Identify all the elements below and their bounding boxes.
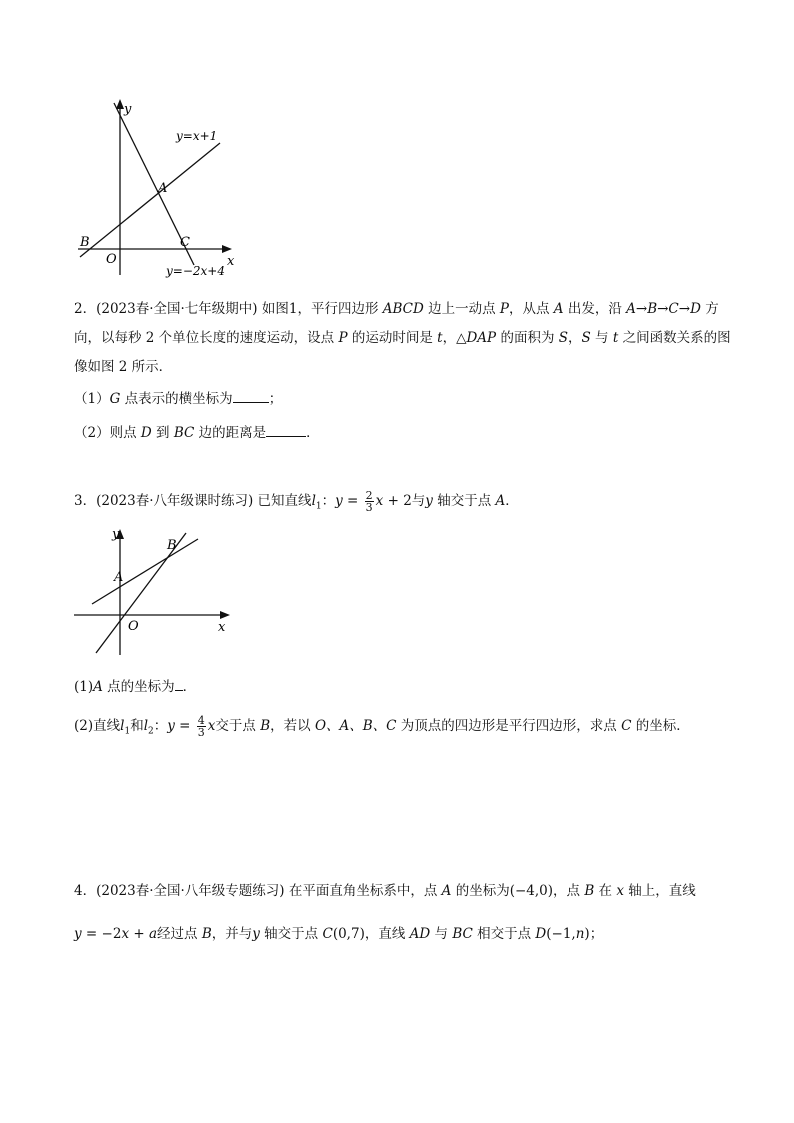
q4-var: BC bbox=[452, 926, 473, 942]
q4-var: A bbox=[441, 883, 452, 899]
q2-var: S bbox=[558, 330, 568, 346]
q3-sub: 2 bbox=[148, 726, 154, 737]
x-axis-arrow bbox=[222, 245, 232, 253]
label-origin: O bbox=[128, 619, 139, 634]
label-x-axis: x bbox=[218, 620, 226, 635]
q4-var: x bbox=[616, 883, 624, 899]
q3-sub: 1 bbox=[315, 501, 322, 512]
q3-var: C bbox=[621, 718, 632, 734]
q2-text: 像如图 2 所示． bbox=[74, 359, 173, 375]
q2-var: DAP bbox=[466, 330, 497, 346]
q3-var: x bbox=[375, 493, 384, 509]
q2-text: （2）则点 bbox=[74, 425, 141, 441]
label-origin: O bbox=[106, 252, 117, 267]
q2-text: ， bbox=[568, 330, 582, 346]
q3-var: y bbox=[425, 493, 433, 509]
q2-sub-2 bbox=[74, 422, 320, 443]
q4-text: 4．(2023春·全国·八年级专题练习) 在平面直角坐标系中，点 bbox=[74, 883, 442, 899]
q2-text: 的运动时间是 bbox=[347, 330, 438, 346]
q4-var: B bbox=[201, 926, 212, 942]
q2-text: 边的距离是 bbox=[194, 425, 267, 441]
q2-var: P bbox=[338, 330, 348, 346]
answer-blank[interactable] bbox=[233, 388, 269, 403]
q3-text: = bbox=[174, 718, 195, 734]
q2-var: t bbox=[437, 330, 443, 346]
q4-text: ，直线 bbox=[364, 926, 410, 942]
q2-text: （1） bbox=[74, 391, 110, 407]
q2-text: 与 bbox=[590, 330, 613, 346]
q4-text: 轴交于点 bbox=[259, 926, 323, 942]
q4-text: ，并与 bbox=[211, 926, 253, 942]
q4-var: D bbox=[535, 926, 547, 942]
q2-line-1 bbox=[74, 299, 719, 319]
q2-text: 点表示的横坐标为 bbox=[120, 391, 233, 407]
q4-text: 在 bbox=[594, 883, 617, 899]
line-y-x-plus-1 bbox=[80, 143, 220, 257]
q4-text: + bbox=[129, 926, 149, 942]
q4-var: n bbox=[575, 926, 585, 942]
q2-var: S bbox=[581, 330, 591, 346]
q3-text: 点的坐标为 bbox=[102, 679, 175, 695]
q4-var: x bbox=[121, 926, 130, 942]
q2-text: 向，以每秒 2 个单位长度的速度运动，设点 bbox=[74, 330, 339, 346]
q4-text: ，点 bbox=[553, 883, 585, 899]
q3-text: 的坐标． bbox=[631, 718, 690, 734]
q2-var: ABCD bbox=[382, 301, 424, 317]
q2-path: A→B→C→D bbox=[626, 301, 701, 317]
label-point-a: A bbox=[158, 181, 168, 196]
q4-coord: (0,7) bbox=[332, 926, 365, 942]
q3-text: (1) bbox=[74, 679, 94, 695]
q3-var: A bbox=[495, 493, 506, 509]
label-point-b: B bbox=[167, 538, 177, 553]
answer-blank[interactable] bbox=[266, 422, 306, 437]
label-y-axis: y bbox=[112, 527, 120, 542]
q3-part-1 bbox=[74, 676, 196, 697]
label-point-c: C bbox=[180, 235, 190, 250]
q4-coord: (−1, bbox=[546, 926, 576, 942]
q3-text: ，若以 bbox=[270, 718, 315, 734]
q2-text: 2．(2023春·全国·七年级期中) 如图1，平行四边形 bbox=[74, 301, 383, 317]
q3-text: (2)直线 bbox=[74, 718, 121, 734]
q2-text: ，从点 bbox=[509, 301, 554, 317]
q3-var: y bbox=[335, 493, 343, 509]
q4-text: 相交于点 bbox=[472, 926, 536, 942]
label-point-b: B bbox=[80, 235, 90, 250]
q4-var: AD bbox=[409, 926, 431, 942]
q2-text: 出发，沿 bbox=[563, 301, 627, 317]
label-x-axis: x bbox=[227, 254, 235, 269]
q2-sub-1 bbox=[74, 388, 282, 409]
q3-text: 和 bbox=[130, 718, 144, 734]
frac-num: 2 bbox=[365, 489, 373, 502]
q2-var: P bbox=[499, 301, 509, 317]
q2-text: 边上一动点 bbox=[423, 301, 500, 317]
q4-var: y bbox=[252, 926, 260, 942]
q3-text: ． bbox=[182, 679, 197, 695]
figure-1-graph bbox=[70, 95, 250, 280]
q4-text: = −2 bbox=[81, 926, 122, 942]
q3-line-1 bbox=[74, 490, 519, 517]
q3-text: 交于点 bbox=[215, 718, 261, 734]
q3-var: l bbox=[120, 718, 125, 734]
q4-coord: ) bbox=[584, 926, 590, 942]
q4-line-2 bbox=[74, 924, 603, 944]
q3-var: l bbox=[311, 493, 316, 509]
frac-den: 3 bbox=[197, 726, 205, 739]
x-axis-arrow bbox=[220, 611, 230, 619]
q2-text: 方 bbox=[700, 301, 719, 317]
q2-line-3 bbox=[74, 357, 172, 377]
q2-text: 的面积为 bbox=[496, 330, 559, 346]
q3-var: A bbox=[93, 679, 103, 695]
q3-text: = bbox=[342, 493, 363, 509]
y-axis-arrow bbox=[116, 99, 124, 109]
q4-text: 经过点 bbox=[157, 926, 202, 942]
q2-text: ，△ bbox=[442, 330, 467, 346]
q2-var: G bbox=[109, 391, 121, 407]
label-line2: y=−2x+4 bbox=[166, 264, 225, 278]
q2-line-2 bbox=[74, 328, 731, 348]
q3-var: B bbox=[260, 718, 271, 734]
label-y-axis: y bbox=[124, 102, 132, 117]
line-l1 bbox=[92, 539, 198, 604]
q2-text: 到 bbox=[151, 425, 174, 441]
q4-text: ； bbox=[589, 926, 604, 942]
q2-text: 之间函数关系的图 bbox=[618, 330, 731, 346]
q3-part-2 bbox=[74, 715, 690, 742]
answer-blank[interactable] bbox=[175, 676, 183, 691]
q3-sub: 1 bbox=[124, 726, 131, 737]
q3-var: x bbox=[207, 718, 216, 734]
fraction-4-3 bbox=[197, 715, 206, 738]
q4-var: C bbox=[322, 926, 333, 942]
q4-text: 轴上，直线 bbox=[623, 883, 696, 899]
q4-text: 的坐标为 bbox=[451, 883, 510, 899]
label-line1: y=x+1 bbox=[176, 129, 218, 143]
q3-text: 轴交于点 bbox=[432, 493, 496, 509]
q3-text: ： bbox=[153, 718, 168, 734]
q2-text: ． bbox=[306, 425, 320, 441]
q4-line-1 bbox=[74, 881, 696, 901]
figure-2-graph bbox=[70, 525, 240, 660]
q4-text: 与 bbox=[430, 926, 453, 942]
q3-var: y bbox=[167, 718, 175, 734]
q3-var: O、A、B、C bbox=[314, 718, 397, 734]
q3-text: ： bbox=[321, 493, 336, 509]
q4-var: y bbox=[74, 926, 82, 942]
fraction-2-3 bbox=[365, 490, 374, 513]
q4-var: a bbox=[148, 926, 158, 942]
q4-coord: (−4,0) bbox=[509, 883, 554, 899]
frac-num: 4 bbox=[197, 714, 205, 727]
q3-var: l bbox=[143, 718, 149, 734]
label-point-a: A bbox=[114, 570, 124, 585]
q2-text: ； bbox=[268, 391, 283, 407]
q4-var: B bbox=[584, 883, 595, 899]
q3-text: 为顶点的四边形是平行四边形，求点 bbox=[396, 718, 622, 734]
q3-text: + 2与 bbox=[383, 493, 426, 509]
q3-text: ． bbox=[505, 493, 519, 509]
frac-den: 3 bbox=[365, 501, 373, 514]
q3-text: 3．(2023春·八年级课时练习) 已知直线 bbox=[74, 493, 312, 509]
q2-var: D bbox=[140, 425, 152, 441]
q2-var: A bbox=[553, 301, 564, 317]
q2-var: t bbox=[612, 330, 619, 346]
q2-var: BC bbox=[173, 425, 195, 441]
